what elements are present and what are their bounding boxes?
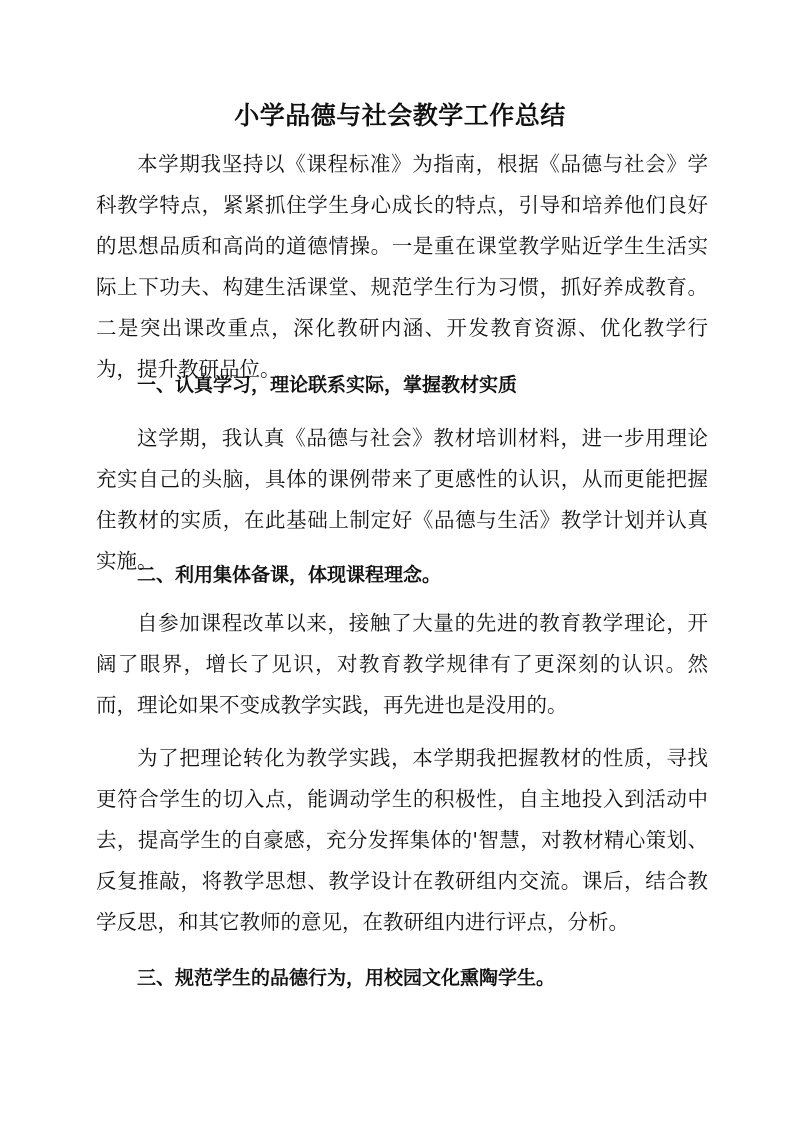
document-title: 小学品德与社会教学工作总结 [234, 101, 566, 130]
paragraph-section-2a: 自参加课程改革以来，接触了大量的先进的教育教学理论，开阔了眼界，增长了见识，对教育教学规律有了更深刻的认识。然而，理论如果不变成教学实践，再先进也是没用的。 [96, 611, 708, 717]
paragraph-section-2b: 为了把理论转化为教学实践，本学期我把握教材的性质，寻找更符合学生的切入点，能调动学生的积极性，自主地投入到活动中去，提高学生的自豪感，充分发挥集体的'智慧，对教材精心策划、反复推敲，将教学思想、教学设计在教研组内交流。课后，结合教学反思，和其它教师的意见，在教研组内进行评点，分析。 [96, 746, 708, 934]
section-heading-1: 一、认真学习，理论联系实际，掌握教材实质 [137, 374, 518, 396]
section-heading-3: 三、规范学生的品德行为，用校园文化熏陶学生。 [137, 967, 556, 989]
paragraph-intro: 本学期我坚持以《课程标准》为指南，根据《品德与社会》学科教学特点，紧紧抓住学生身心成长的特点，引导和培养他们良好的思想品质和高尚的道德情操。一是重在课堂教学贴近学生生活实际上下功夫、构建生活课堂、规范学生行为习惯，抓好养成教育。二是突出课改重点，深化教研内涵、开发教育资源、优化教学行为，提升教研品位。 [96, 152, 708, 381]
paragraph-section-1: 这学期，我认真《品德与社会》教材培训材料，进一步用理论充实自己的头脑，具体的课例带来了更感性的认识，从而更能把握住教材的实质，在此基础上制定好《品德与生活》教学计划并认真实施。 [96, 426, 708, 573]
section-heading-2: 二、利用集体备课，体现课程理念。 [137, 564, 442, 586]
